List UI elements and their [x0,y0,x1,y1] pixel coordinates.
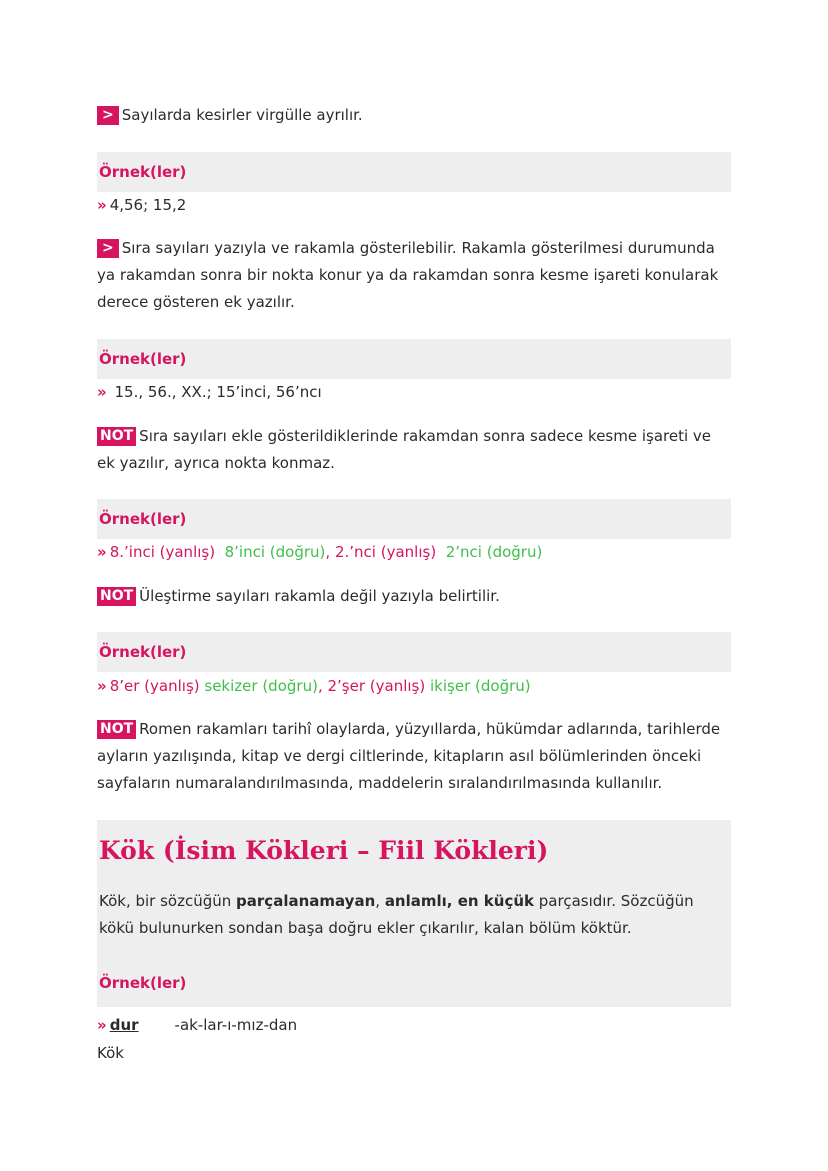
example-label: Örnek(ler) [99,510,187,528]
example-text: 4,56; 15,2 [109,196,187,214]
wrong-example: 2.’nci (yanlış) [334,543,437,561]
example-line [97,381,727,403]
text-segment: Kök, bir sözcüğün [99,892,237,910]
example-label: Örnek(ler) [99,350,187,368]
wrong-example: 2’şer (yanlış) [327,677,426,695]
rule-ordinals [97,235,727,316]
example-line [97,541,727,563]
example-line [97,675,727,697]
rule-fractions [97,102,727,129]
bullet-icon: » [97,196,107,214]
example-header [97,632,731,672]
section-title: Kök (İsim Kökleri – Fiil Kökleri) [99,836,549,865]
bullet-icon: » [97,677,107,695]
correct-example: ikişer (doğru) [430,677,531,695]
example-label: Örnek(ler) [99,974,187,992]
note-tag: NOT [97,587,136,606]
bullet-icon: » [97,1016,107,1034]
bullet-icon: » [97,543,107,561]
example-label: Örnek(ler) [99,643,187,661]
bold-term: anlamlı, en küçük [384,892,534,910]
note-tag: NOT [97,427,136,446]
separator: , [317,677,323,695]
text-segment: parçasıdır. Sözcüğün kökü bulunurken sondan başa doğru ekler çıkarılır, kalan bölüm köktür. [99,892,694,937]
suffix-chain: -ak-lar-ı-mız-dan [174,1016,298,1034]
note-text: Romen rakamları tarihî olaylarda, yüzyıllarda, hükümdar adlarında, tarihlerde ayların yazılışında, kitap ve dergi ciltlerinde, kitapların asıl bölümlerinden önceki sayfaların numaralandırılmasında, maddelerin sıralandırılmasında kullanılır. [97,720,721,792]
correct-example: sekizer (doğru) [204,677,318,695]
example-header [97,499,731,539]
note-tag: NOT [97,720,136,739]
wrong-example: 8.’inci (yanlış) [109,543,216,561]
note-distributive [97,583,727,610]
example-line [97,194,727,216]
text-segment: , [375,892,385,910]
root-section [97,820,731,1007]
separator: , [325,543,331,561]
note-text: Üleştirme sayıları rakamla değil yazıyla belirtilir. [139,587,500,605]
example-label: Örnek(ler) [99,163,187,181]
root-word: dur [109,1016,139,1034]
rule-text: Sayılarda kesirler virgülle ayrılır. [121,106,363,124]
root-label: Kök [97,1044,124,1062]
bold-term: parçalanamayan [236,892,376,910]
wrong-example: 8’er (yanlış) [109,677,200,695]
root-example-line [97,1014,297,1036]
correct-example: 8’inci (doğru) [224,543,326,561]
example-text: 15., 56., XX.; 15’inci, 56’ncı [114,383,322,401]
section-text [99,888,709,942]
note-ordinal-suffix [97,423,727,477]
correct-example: 2’nci (doğru) [445,543,543,561]
example-header [97,152,731,192]
arrow-tag: > [97,239,119,258]
note-text: Sıra sayıları ekle gösterildiklerinde rakamdan sonra sadece kesme işareti ve ek yazılır, ayrıca nokta konmaz. [97,427,712,472]
example-header [97,339,731,379]
bullet-icon: » [97,383,107,401]
note-roman [97,716,727,797]
arrow-tag: > [97,106,119,125]
rule-text: Sıra sayıları yazıyla ve rakamla gösterilebilir. Rakamla gösterilmesi durumunda ya rakamdan sonra bir nokta konur ya da rakamdan sonra kesme işareti konularak derece gösteren ek yazılır. [97,239,719,311]
